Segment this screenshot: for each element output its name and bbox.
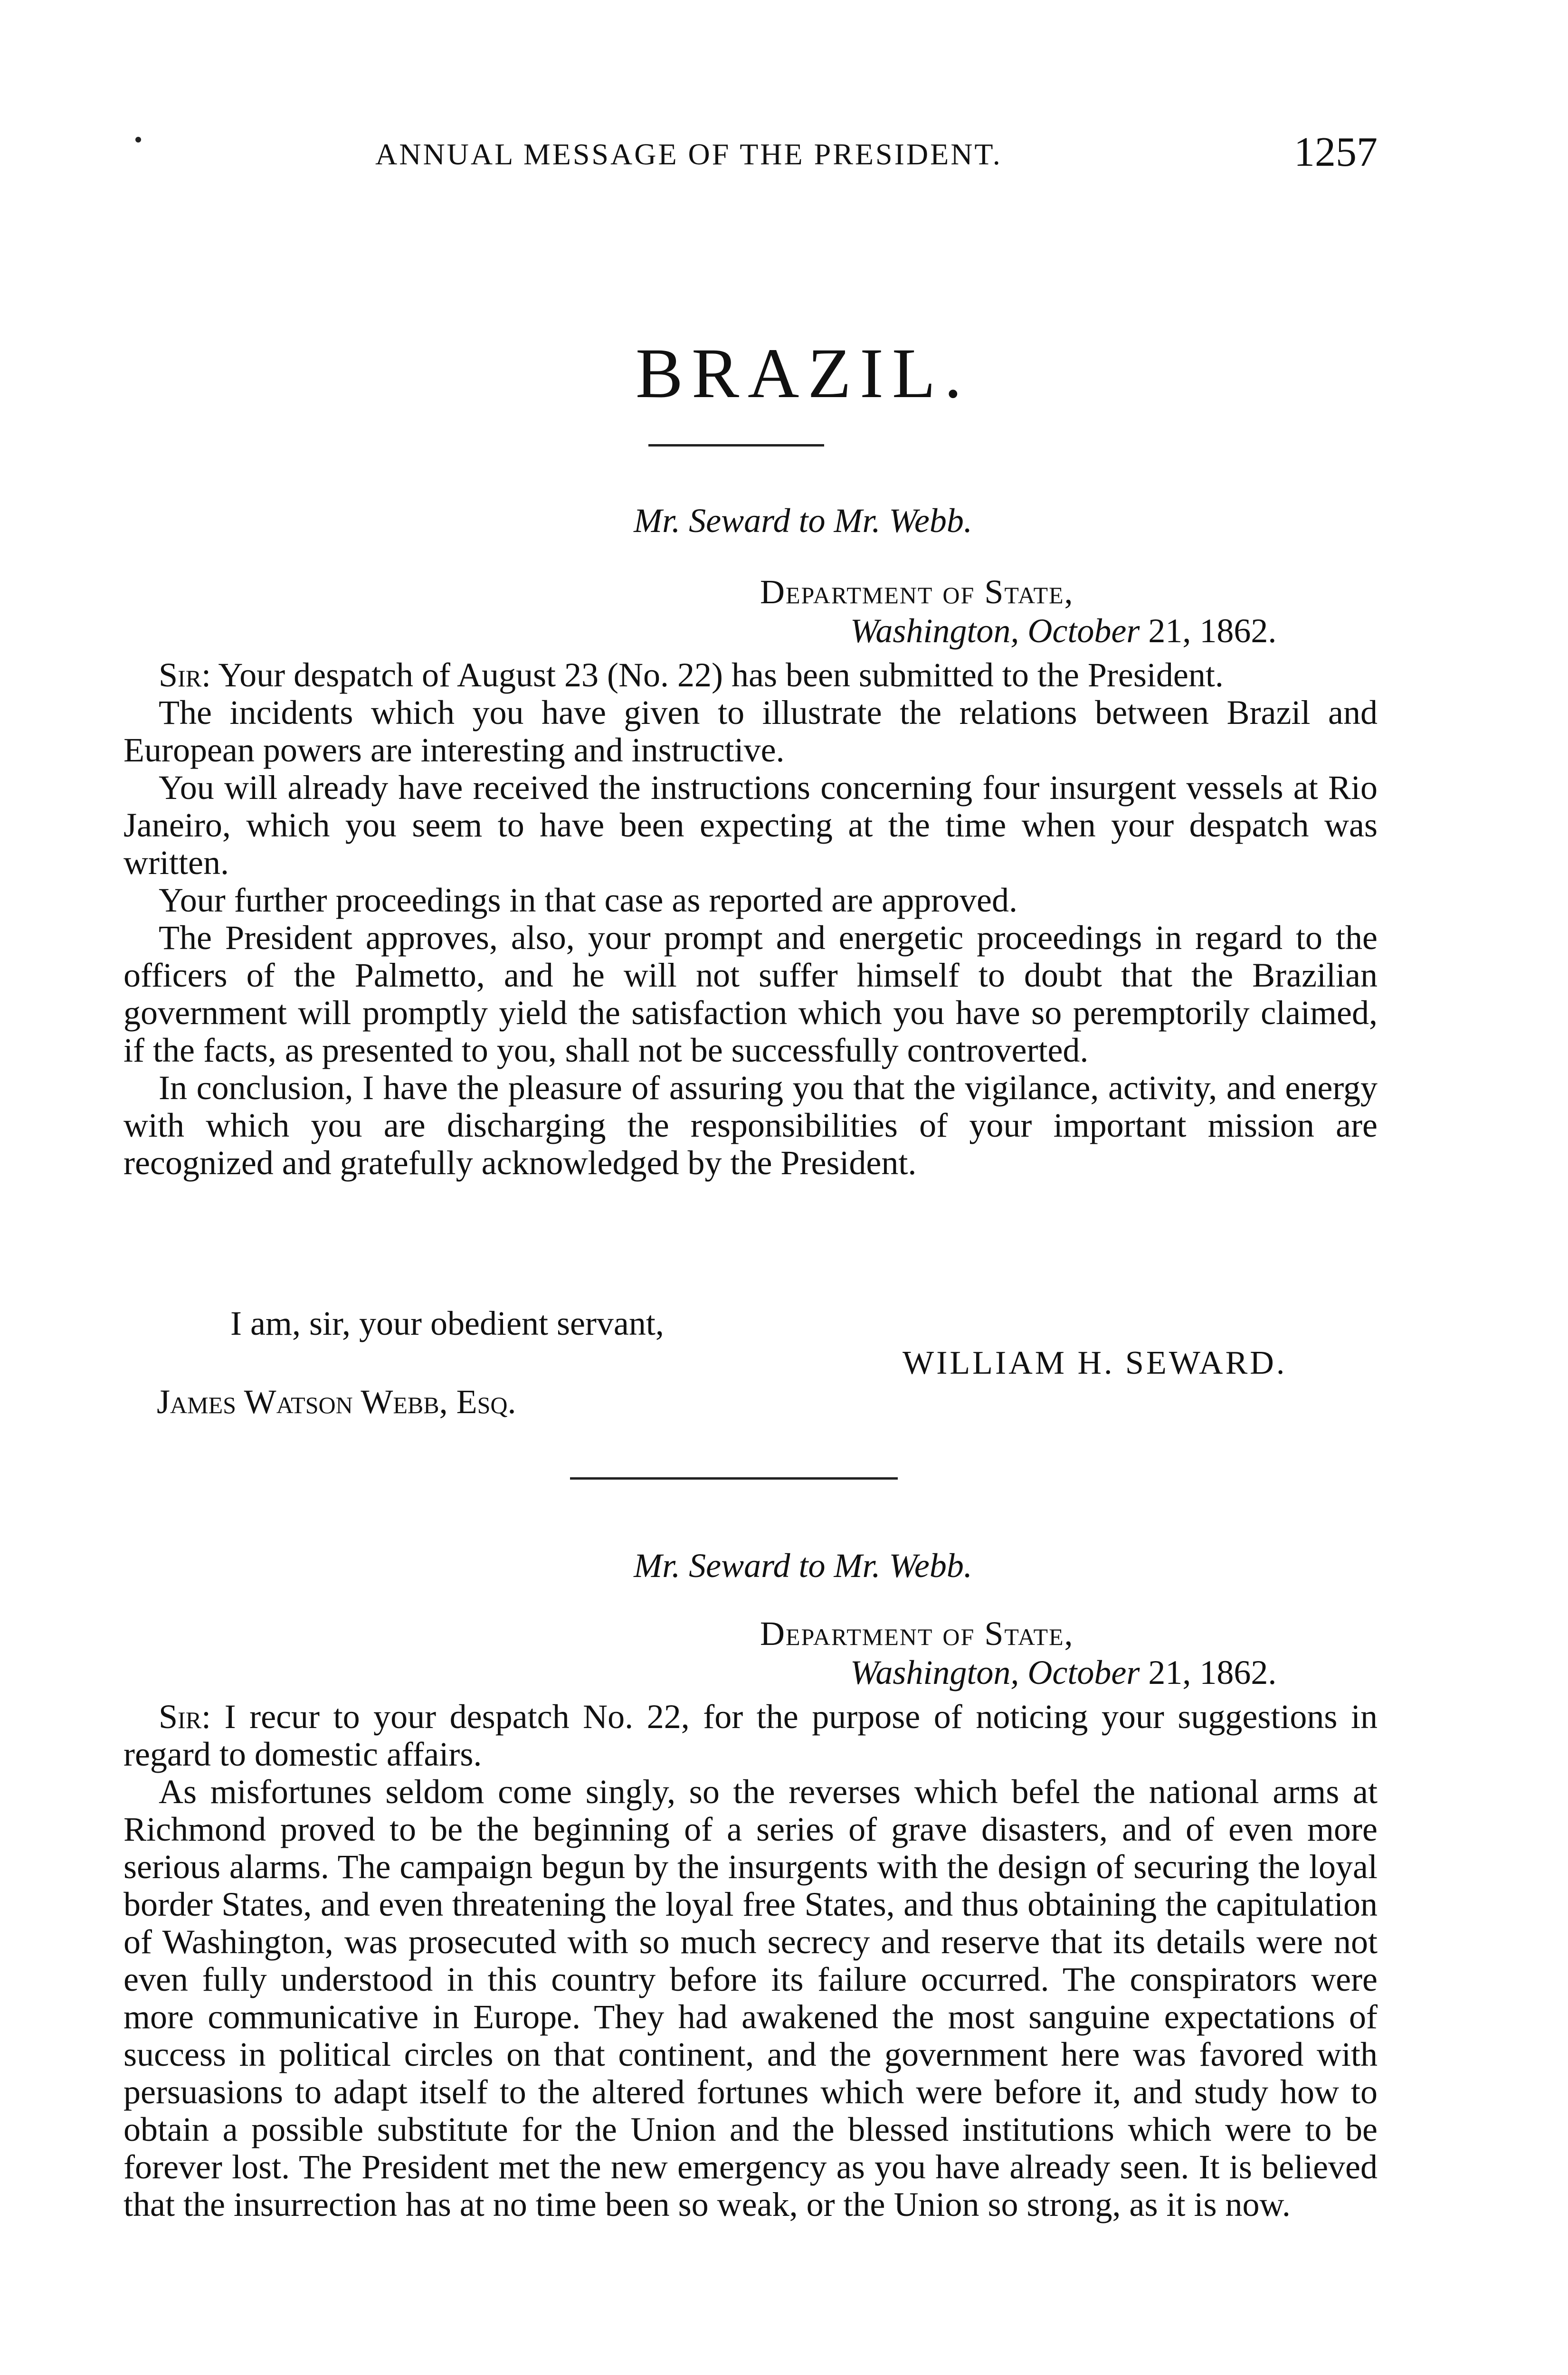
letter-2-salutation: Sir: <box>159 1698 211 1736</box>
letter-1-paragraph: The President approves, also, your prompt and energetic proceedings in regard to the officers of the Palmetto, and he will not suffer himself to doubt that the Brazilian government will promptly yield the satisfaction which you have so peremptorily claimed, if the facts, as presented to you, shall not be successfully controverted. <box>124 919 1378 1069</box>
letter-2-heading: Mr. Seward to Mr. Webb. <box>634 1547 972 1585</box>
letter-2-body <box>124 1698 1378 2223</box>
letter-1-place: Washington, <box>850 612 1019 650</box>
letter-1-addressee: James Watson Webb, Esq. <box>157 1383 516 1421</box>
letter-1-place-date <box>760 611 1276 650</box>
letter-2-paragraph <box>124 1698 1378 1773</box>
letter-1-signature: WILLIAM H. SEWARD. <box>903 1345 1287 1381</box>
letter-1-department: Department of State, <box>760 573 1074 611</box>
letter-1-paragraph: Your further proceedings in that case as reported are approved. <box>159 881 1018 919</box>
letter-1-paragraph: The incidents which you have given to illustrate the relations between Brazil and European powers are interesting and instructive. <box>124 694 1378 769</box>
letter-2-place: Washington, <box>850 1653 1019 1691</box>
letter-1-paragraph: In conclusion, I have the pleasure of assuring you that the vigilance, activity, and energy with which you are discharging the responsibilities of your important mission are recognized and gratefully acknowledged by the President. <box>124 1069 1378 1182</box>
letter-2-department: Department of State, <box>760 1615 1074 1653</box>
letter-2-month: October <box>1027 1653 1140 1691</box>
separator-rule <box>570 1477 898 1480</box>
letter-1-heading: Mr. Seward to Mr. Webb. <box>634 502 972 540</box>
running-head <box>124 128 1378 176</box>
paragraph-text: Your despatch of August 23 (No. 22) has been submitted to the President. <box>218 656 1224 694</box>
letter-1-dateline <box>760 572 1276 650</box>
letter-1-month: October <box>1027 612 1140 650</box>
letter-2-paragraph: As misfortunes seldom come singly, so the reverses which befel the national arms at Richmond proved to be the beginning of a series of grave disasters, and of even more serious alarms. The campaign begun by the insurgents with the design of securing the loyal border States, and even threatening the loyal free States, and thus obtaining the capitulation of Washington, was prosecuted with so much secrecy and reserve that its details were not even fully understood in this country before its failure occurred. The conspirators were more communicative in Europe. They had awakened the most sanguine expectations of success in political circles on that continent, and the government here was favored with persuasions to adapt itself to the altered fortunes which were before it, and study how to obtain a possible substitute for the Union and the blessed institutions which were to be forever lost. The President met the new emergency as you have already seen. It is believed that the insurrection has at no time been so weak, or the Union so strong, as it is now. <box>124 1773 1378 2223</box>
paragraph-text: I recur to your despatch No. 22, for the purpose of noticing your suggestions in regard to domestic affairs. <box>124 1698 1378 1773</box>
letter-1-paragraph: You will already have received the instructions concerning four insurgent vessels at Rio Janeiro, which you seem to have been expecting at the time when your despatch was written. <box>124 769 1378 882</box>
section-title: BRAZIL. <box>635 334 971 413</box>
letter-2-place-date <box>760 1653 1276 1692</box>
letter-2-date: 21, 1862. <box>1148 1653 1277 1691</box>
letter-1-paragraph <box>124 656 1378 694</box>
title-rule <box>648 444 824 446</box>
letter-1-body <box>124 656 1378 1182</box>
page-number: 1257 <box>1294 129 1378 175</box>
letter-1-date: 21, 1862. <box>1148 612 1277 650</box>
running-title: ANNUAL MESSAGE OF THE PRESIDENT. <box>375 137 1002 171</box>
letter-2-dateline <box>760 1614 1276 1692</box>
letter-1-salutation: Sir: <box>159 656 211 694</box>
letter-1-closing: I am, sir, your obedient servant, <box>230 1304 664 1342</box>
